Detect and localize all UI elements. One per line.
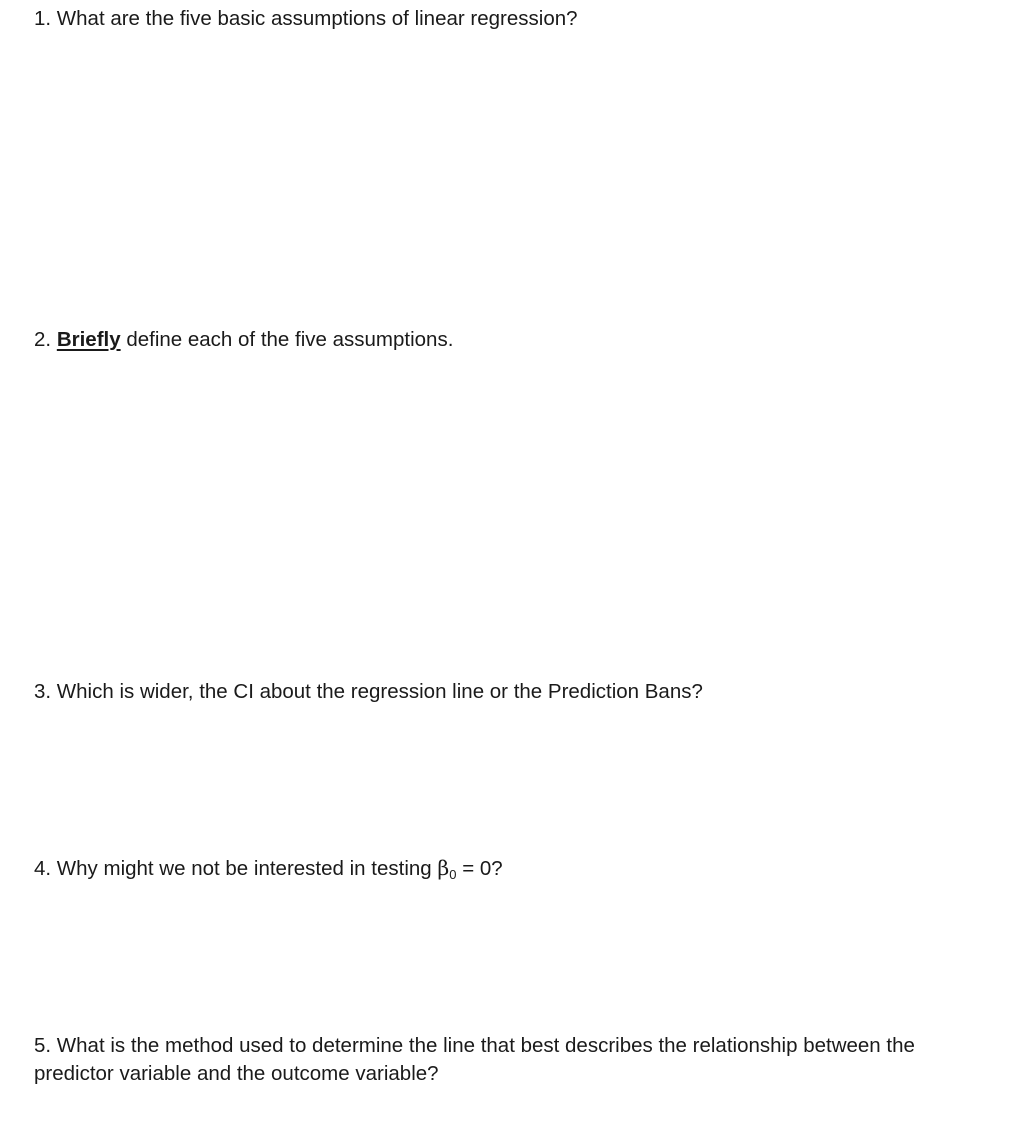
beta-symbol: β — [437, 856, 450, 880]
beta-subscript: 0 — [449, 867, 457, 882]
question-5-text: 5. What is the method used to determine the line that best describes the relationship between the predictor variable and the outcome variable? — [34, 1034, 915, 1085]
question-1-text: 1. What are the five basic assumptions of linear regression? — [34, 7, 578, 30]
question-2-text: define each of the five assumptions. — [126, 328, 454, 351]
question-2 — [34, 326, 453, 354]
question-4 — [34, 854, 503, 889]
question-5 — [34, 1032, 974, 1088]
question-2-number: 2. — [34, 328, 52, 351]
question-4-suffix: = 0? — [462, 857, 503, 880]
question-1 — [34, 5, 578, 33]
question-2-emphasis: Briefly — [56, 328, 121, 351]
question-3 — [34, 678, 703, 706]
question-3-text: 3. Which is wider, the CI about the regression line or the Prediction Bans? — [34, 680, 703, 703]
question-4-prefix: 4. Why might we not be interested in testing — [34, 857, 432, 880]
